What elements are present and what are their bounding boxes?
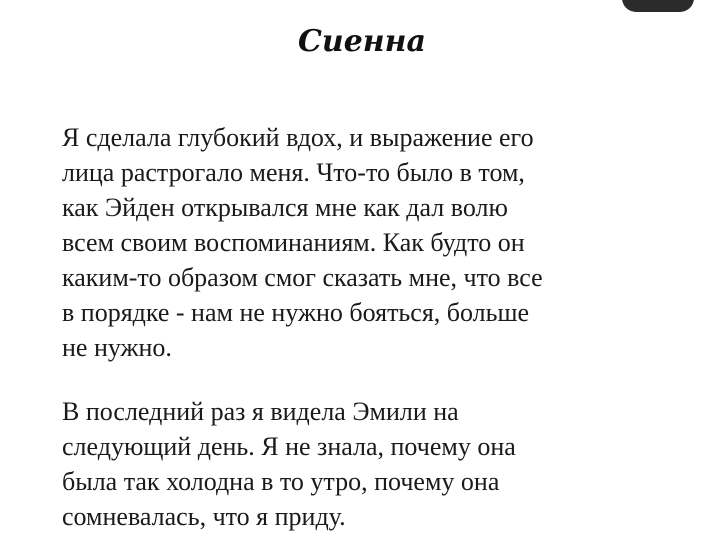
paragraph-line: как Эйден открывался мне как дал волю [62, 193, 508, 222]
paragraph-line: следующий день. Я не знала, почему она [62, 432, 516, 461]
paragraph-line: в порядке - нам не нужно бояться, больше [62, 298, 530, 327]
paragraph-line: каким-то образом смог сказать мне, что все [62, 263, 543, 292]
paragraph-1 [62, 120, 543, 365]
paragraph-line: В последний раз я видела Эмили на [62, 397, 459, 426]
paragraph-line: Я сделала глубокий вдох, и выражение его [62, 123, 534, 152]
paragraph-2 [62, 394, 516, 534]
paragraph-line: сомневалась, что я приду. [62, 502, 346, 531]
paragraph-line: лица растрогало меня. Что-то было в том, [62, 158, 525, 187]
paragraph-line: не нужно. [62, 333, 172, 362]
paragraph-line: была так холодна в то утро, почему она [62, 467, 500, 496]
paragraph-line: всем своим воспоминаниям. Как будто он [62, 228, 525, 257]
chapter-title: Сиенна [298, 24, 426, 59]
document-page [62, 0, 682, 531]
